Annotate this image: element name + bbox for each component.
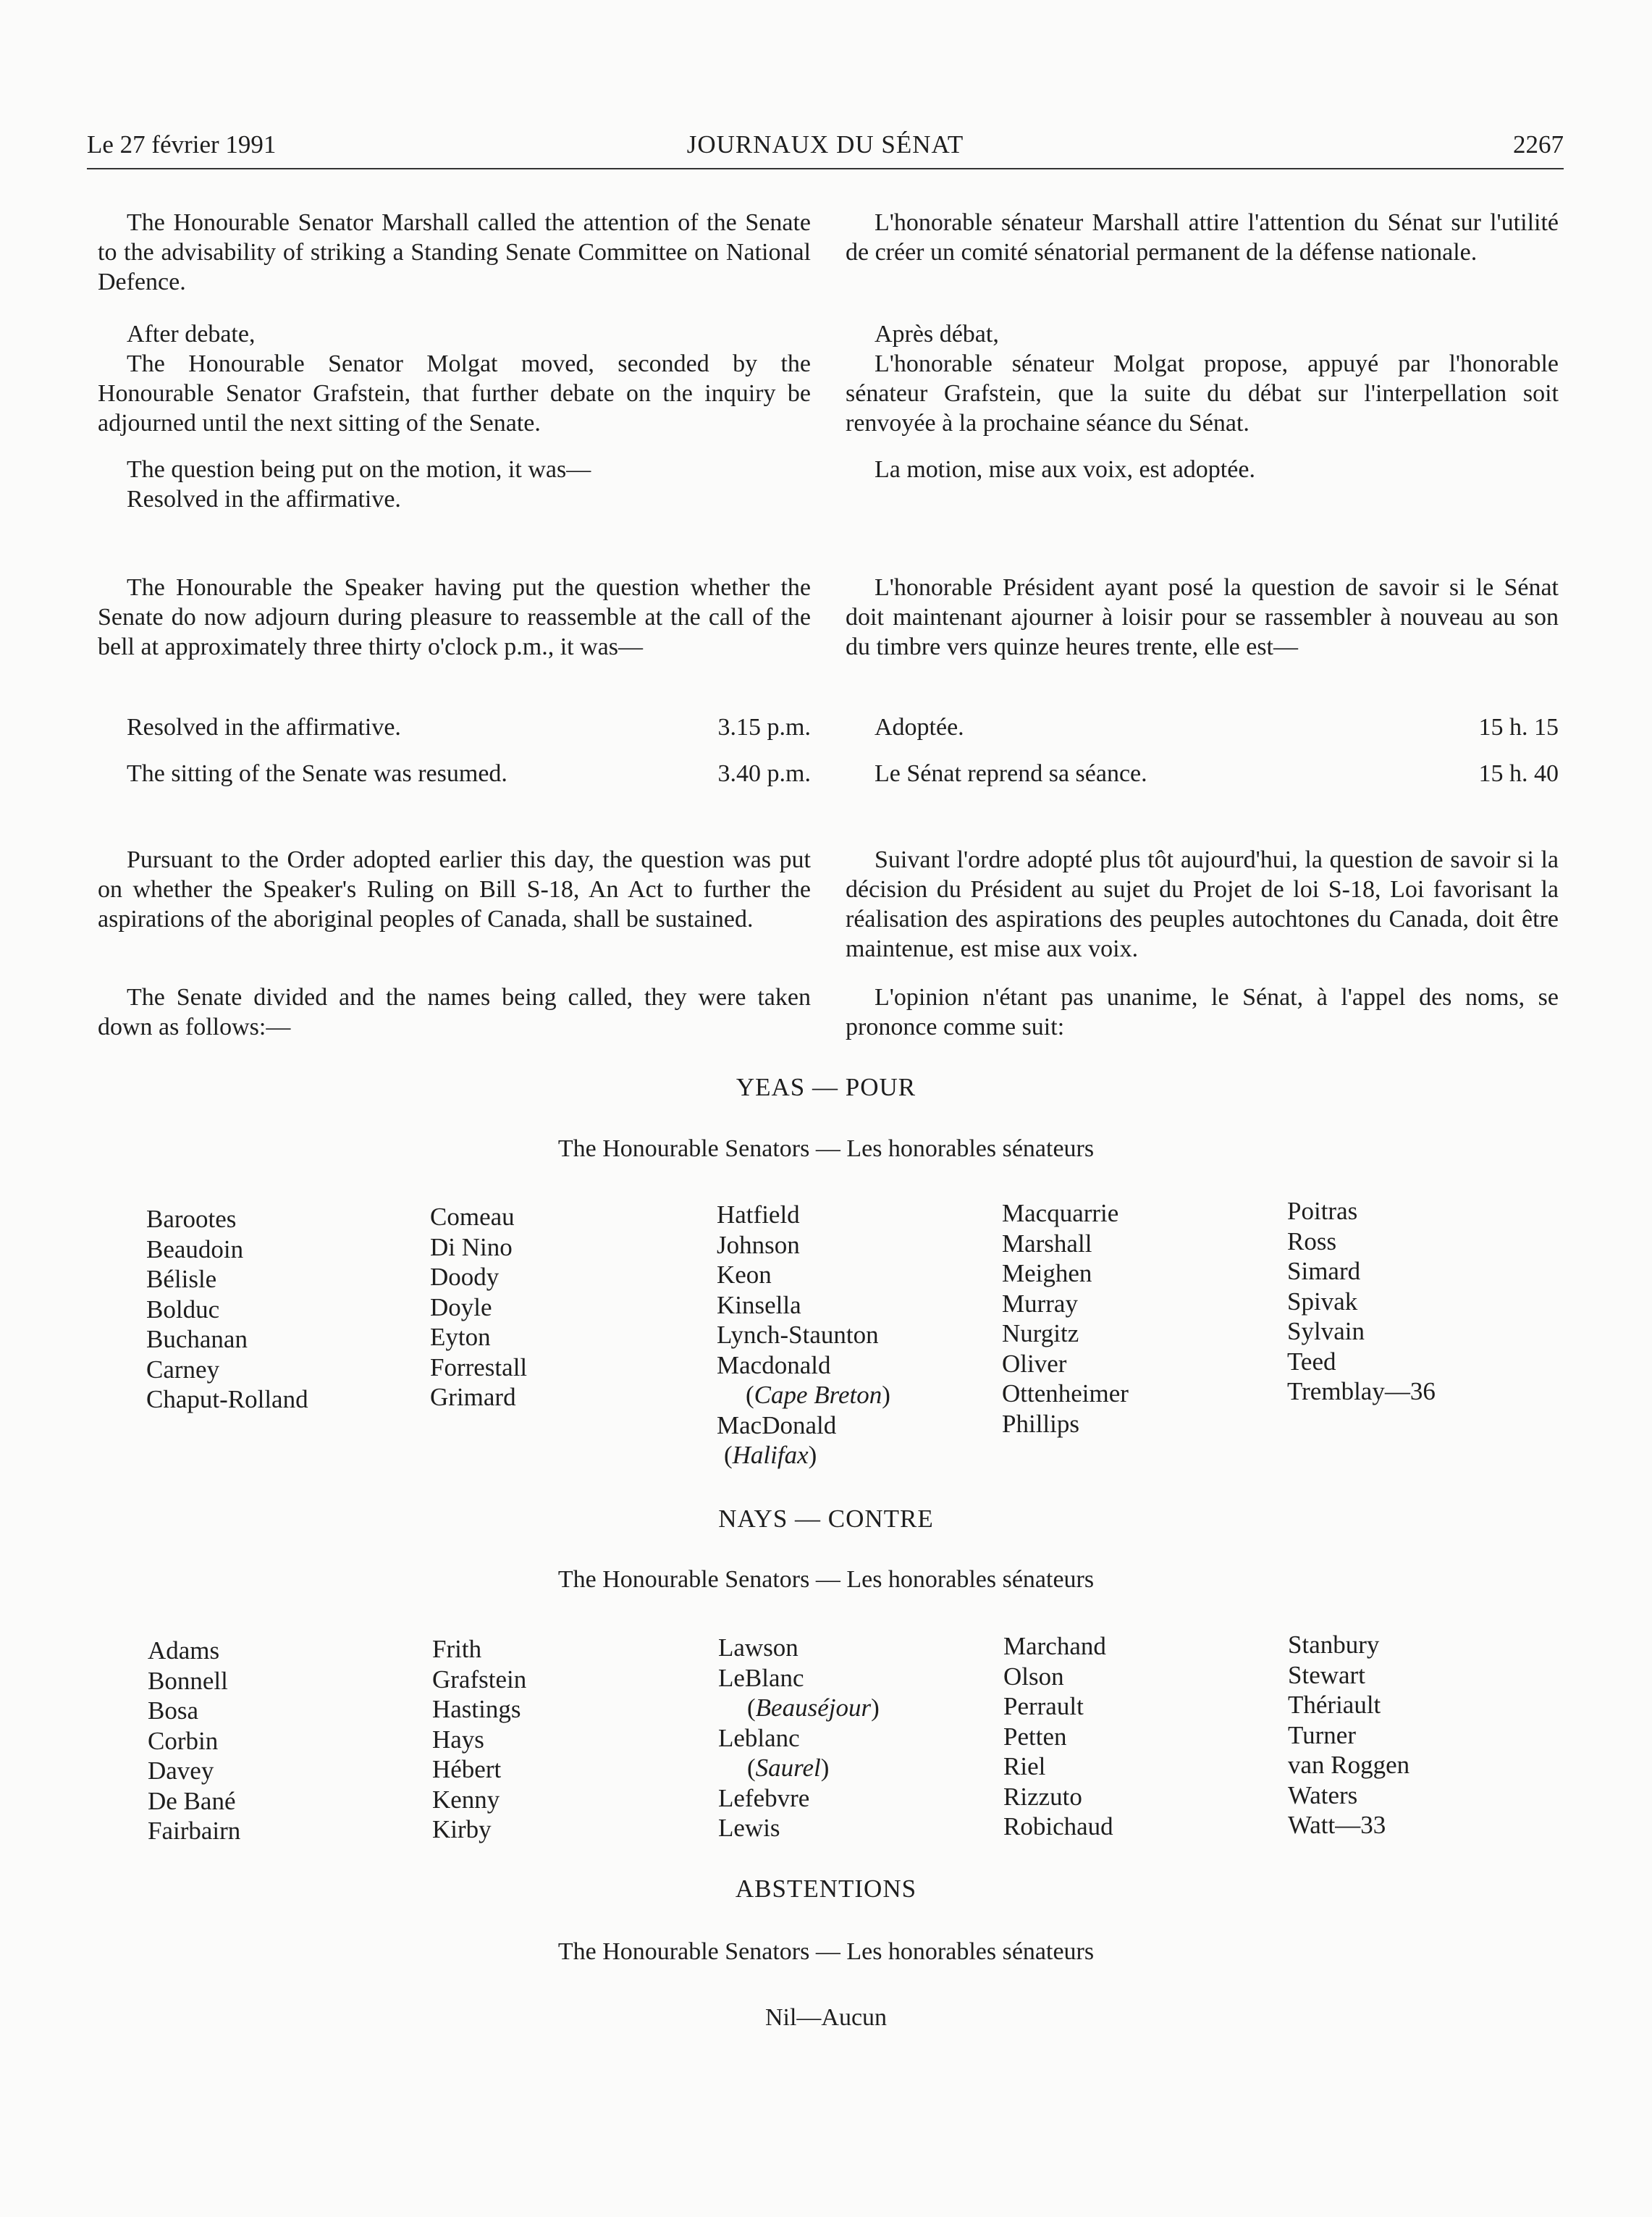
senator-name: Teed xyxy=(1287,1347,1336,1376)
debate-fr xyxy=(846,319,1559,438)
debate-en-line2: The Honourable Senator Molgat moved, seconded by the Honourable Senator Grafstein, that further debate on the inquiry be adjourned until the next sitting of the Senate. xyxy=(98,350,811,437)
header-title: JOURNAUX DU SÉNAT xyxy=(686,130,964,159)
senator-name: Stanbury xyxy=(1288,1631,1380,1659)
senator-name: Doody xyxy=(430,1263,500,1291)
senator-name: Lynch-Staunton xyxy=(717,1321,879,1349)
senator-name: Marchand xyxy=(1003,1632,1106,1660)
senator-name: Frith xyxy=(432,1635,482,1663)
senator-name: Hatfield xyxy=(717,1200,800,1229)
resumed-en-time: 3.40 p.m. xyxy=(717,760,811,787)
debate-en xyxy=(98,319,811,438)
senator-name: Di Nino xyxy=(430,1232,513,1261)
senator-district: (Saurel) xyxy=(747,1754,830,1782)
senator-name: Stewart xyxy=(1288,1660,1365,1689)
senator-name: Bonnell xyxy=(148,1666,228,1695)
senator-name: Ottenheimer xyxy=(1002,1379,1129,1408)
senator-name: Macdonald xyxy=(717,1350,831,1379)
resolved-fr-time: 15 h. 15 xyxy=(1478,714,1559,741)
resolved-en-row xyxy=(98,712,811,742)
senator-name: Eyton xyxy=(430,1323,491,1351)
question-en-line2: Resolved in the affirmative. xyxy=(127,486,401,513)
district-name: Cape Breton xyxy=(754,1381,882,1409)
senator-name: Grimard xyxy=(430,1383,516,1411)
senator-name: Bosa xyxy=(148,1696,198,1725)
nays-col2 xyxy=(432,1634,707,1845)
abstentions-heading: ABSTENTIONS xyxy=(735,1875,917,1903)
question-en-line1: The question being put on the motion, it was— xyxy=(127,456,591,483)
senator-name: Comeau xyxy=(430,1203,515,1231)
nays-col3 xyxy=(718,1633,993,1843)
nays-heading: NAYS — CONTRE xyxy=(718,1505,934,1533)
nays-col4 xyxy=(1003,1631,1278,1842)
yeas-col2 xyxy=(430,1202,705,1413)
senator-name: Buchanan xyxy=(146,1325,248,1353)
yeas-subheading: The Honourable Senators — Les honorables sénateurs xyxy=(557,1135,1095,1162)
page-number: 2267 xyxy=(1513,130,1564,159)
marshall-fr-text: L'honorable sénateur Marshall attire l'attention du Sénat sur l'utilité de créer un comité sénatorial permanent de la défense nationale. xyxy=(846,209,1559,266)
senator-name: LeBlanc xyxy=(718,1663,804,1692)
senator-name: Olson xyxy=(1003,1662,1064,1691)
question-fr-text: La motion, mise aux voix, est adoptée. xyxy=(875,456,1255,483)
resumed-fr-row xyxy=(846,759,1559,788)
senator-name: Kinsella xyxy=(717,1290,801,1319)
senator-name: Bolduc xyxy=(146,1295,220,1324)
district-name: Beauséjour xyxy=(755,1694,872,1722)
senator-name: Leblanc xyxy=(718,1723,800,1752)
senator-name: Adams xyxy=(148,1636,220,1665)
ruling-fr xyxy=(846,845,1559,964)
abstentions-result: Nil—Aucun xyxy=(764,2004,888,2031)
senator-name: Poitras xyxy=(1287,1197,1358,1225)
senator-name: Nurgitz xyxy=(1002,1319,1079,1347)
senator-name: Kenny xyxy=(432,1785,500,1814)
yeas-col3 xyxy=(717,1200,992,1471)
senator-name: Sylvain xyxy=(1287,1317,1365,1345)
senator-name: De Bané xyxy=(148,1786,236,1815)
senator-name: Phillips xyxy=(1002,1409,1079,1438)
senator-name: Macquarrie xyxy=(1002,1199,1119,1227)
speaker-en-text: The Honourable the Speaker having put the question whether the Senate do now adjourn during pleasure to reassemble at the call of the bell at approximately three thirty o'clock p.m., it was— xyxy=(98,574,811,660)
senator-name: Lewis xyxy=(718,1814,780,1842)
senator-district: (Beauséjour) xyxy=(747,1694,880,1722)
senator-name: Waters xyxy=(1288,1780,1358,1809)
senator-name: Perrault xyxy=(1003,1692,1084,1720)
senator-name: Meighen xyxy=(1002,1259,1092,1287)
senator-name: Oliver xyxy=(1002,1349,1067,1378)
speaker-en xyxy=(98,573,811,662)
senator-name: Carney xyxy=(146,1355,220,1384)
question-fr xyxy=(846,455,1559,484)
senator-name: Forrestall xyxy=(430,1353,528,1381)
marshall-en xyxy=(98,208,811,297)
senator-name: Robichaud xyxy=(1003,1812,1113,1841)
senator-name: Ross xyxy=(1287,1227,1337,1255)
senator-name: Murray xyxy=(1002,1289,1078,1318)
senator-district: (Halifax) xyxy=(724,1441,817,1469)
senator-name: Kirby xyxy=(432,1815,492,1843)
divided-en-text: The Senate divided and the names being called, they were taken down as follows:— xyxy=(98,984,811,1040)
ruling-en-text: Pursuant to the Order adopted earlier this day, the question was put on whether the Speaker's Ruling on Bill S-18, An Act to further the aspirations of the aboriginal peoples of Canada, shall be sustained. xyxy=(98,846,811,933)
senator-name: van Roggen xyxy=(1288,1751,1410,1779)
divided-fr-text: L'opinion n'étant pas unanime, le Sénat, à l'appel des noms, se prononce comme suit: xyxy=(846,984,1559,1040)
ruling-en xyxy=(98,845,811,934)
marshall-fr xyxy=(846,208,1559,267)
yeas-heading: YEAS — POUR xyxy=(736,1073,916,1101)
senator-name: Marshall xyxy=(1002,1229,1092,1258)
senator-name: Bélisle xyxy=(146,1265,217,1293)
abstentions-subheading: The Honourable Senators — Les honorables sénateurs xyxy=(557,1938,1095,1965)
nays-col5 xyxy=(1288,1630,1563,1841)
senator-name: Grafstein xyxy=(432,1665,527,1694)
senator-district: (Cape Breton) xyxy=(746,1381,890,1409)
senator-name: Simard xyxy=(1287,1257,1361,1285)
resolved-en-time: 3.15 p.m. xyxy=(717,714,811,741)
district-name: Halifax xyxy=(732,1441,809,1469)
resolved-en-text: Resolved in the affirmative. xyxy=(127,714,401,741)
speaker-fr-text: L'honorable Président ayant posé la question de savoir si le Sénat doit maintenant ajourner à loisir pour se rassembler à nouveau au son du timbre vers quinze heures trente, elle est— xyxy=(846,574,1559,660)
question-en xyxy=(98,455,811,514)
resumed-fr-time: 15 h. 40 xyxy=(1478,760,1559,787)
senator-name: Spivak xyxy=(1287,1287,1358,1316)
debate-en-line1: After debate, xyxy=(127,321,256,348)
divided-en xyxy=(98,983,811,1042)
resolved-fr-row xyxy=(846,712,1559,742)
debate-fr-line1: Après débat, xyxy=(875,321,999,348)
senator-name: Keon xyxy=(717,1261,772,1289)
running-header xyxy=(87,130,1564,167)
senator-name: Davey xyxy=(148,1757,214,1785)
header-rule xyxy=(87,168,1564,169)
senator-name: Rizzuto xyxy=(1003,1782,1082,1811)
senator-name: Thériault xyxy=(1288,1691,1381,1719)
senator-name: Riel xyxy=(1003,1752,1046,1780)
resolved-fr-text: Adoptée. xyxy=(875,714,964,741)
speaker-fr xyxy=(846,573,1559,662)
resumed-en-row xyxy=(98,759,811,788)
senator-name: Lawson xyxy=(718,1633,798,1662)
senator-name: Hébert xyxy=(432,1755,502,1783)
header-date: Le 27 février 1991 xyxy=(87,130,277,159)
senator-name: Fairbairn xyxy=(148,1817,241,1845)
senator-name: Johnson xyxy=(717,1230,800,1259)
senator-name: Hastings xyxy=(432,1695,521,1723)
senator-name: Petten xyxy=(1003,1722,1067,1751)
senator-name: Hays xyxy=(432,1725,484,1754)
senator-name: Barootes xyxy=(146,1205,237,1233)
yeas-col1 xyxy=(146,1204,421,1415)
marshall-en-text: The Honourable Senator Marshall called the attention of the Senate to the advisability of striking a Standing Senate Committee on National Defence. xyxy=(98,209,811,295)
district-name: Saurel xyxy=(755,1754,821,1782)
debate-fr-line2: L'honorable sénateur Molgat propose, appuyé par l'honorable sénateur Grafstein, que la suite du débat sur l'interpellation soit renvoyée à la prochaine séance du Sénat. xyxy=(846,350,1559,437)
ruling-fr-text: Suivant l'ordre adopté plus tôt aujourd'hui, la question de savoir si la décision du Président au sujet du Projet de loi S-18, Loi favorisant la réalisation des aspirations des peuples autochtones du Canada, doit être maintenue, est mise aux voix. xyxy=(846,846,1559,962)
nays-col1 xyxy=(148,1636,423,1846)
senator-name: Beaudoin xyxy=(146,1234,244,1263)
resumed-en-text: The sitting of the Senate was resumed. xyxy=(127,760,507,787)
senator-name: Turner xyxy=(1288,1720,1356,1749)
senator-name: Corbin xyxy=(148,1726,219,1755)
senator-name: Tremblay—36 xyxy=(1287,1377,1436,1405)
yeas-col4 xyxy=(1002,1198,1277,1439)
yeas-col5 xyxy=(1287,1196,1562,1407)
senator-name: Lefebvre xyxy=(718,1783,810,1812)
nays-subheading: The Honourable Senators — Les honorables sénateurs xyxy=(557,1566,1095,1593)
senator-name: Doyle xyxy=(430,1292,492,1321)
senator-name: Chaput-Rolland xyxy=(146,1385,308,1413)
divided-fr xyxy=(846,983,1559,1042)
senator-name: MacDonald xyxy=(717,1410,837,1439)
senator-name: Watt—33 xyxy=(1288,1811,1386,1839)
resumed-fr-text: Le Sénat reprend sa séance. xyxy=(875,760,1147,787)
